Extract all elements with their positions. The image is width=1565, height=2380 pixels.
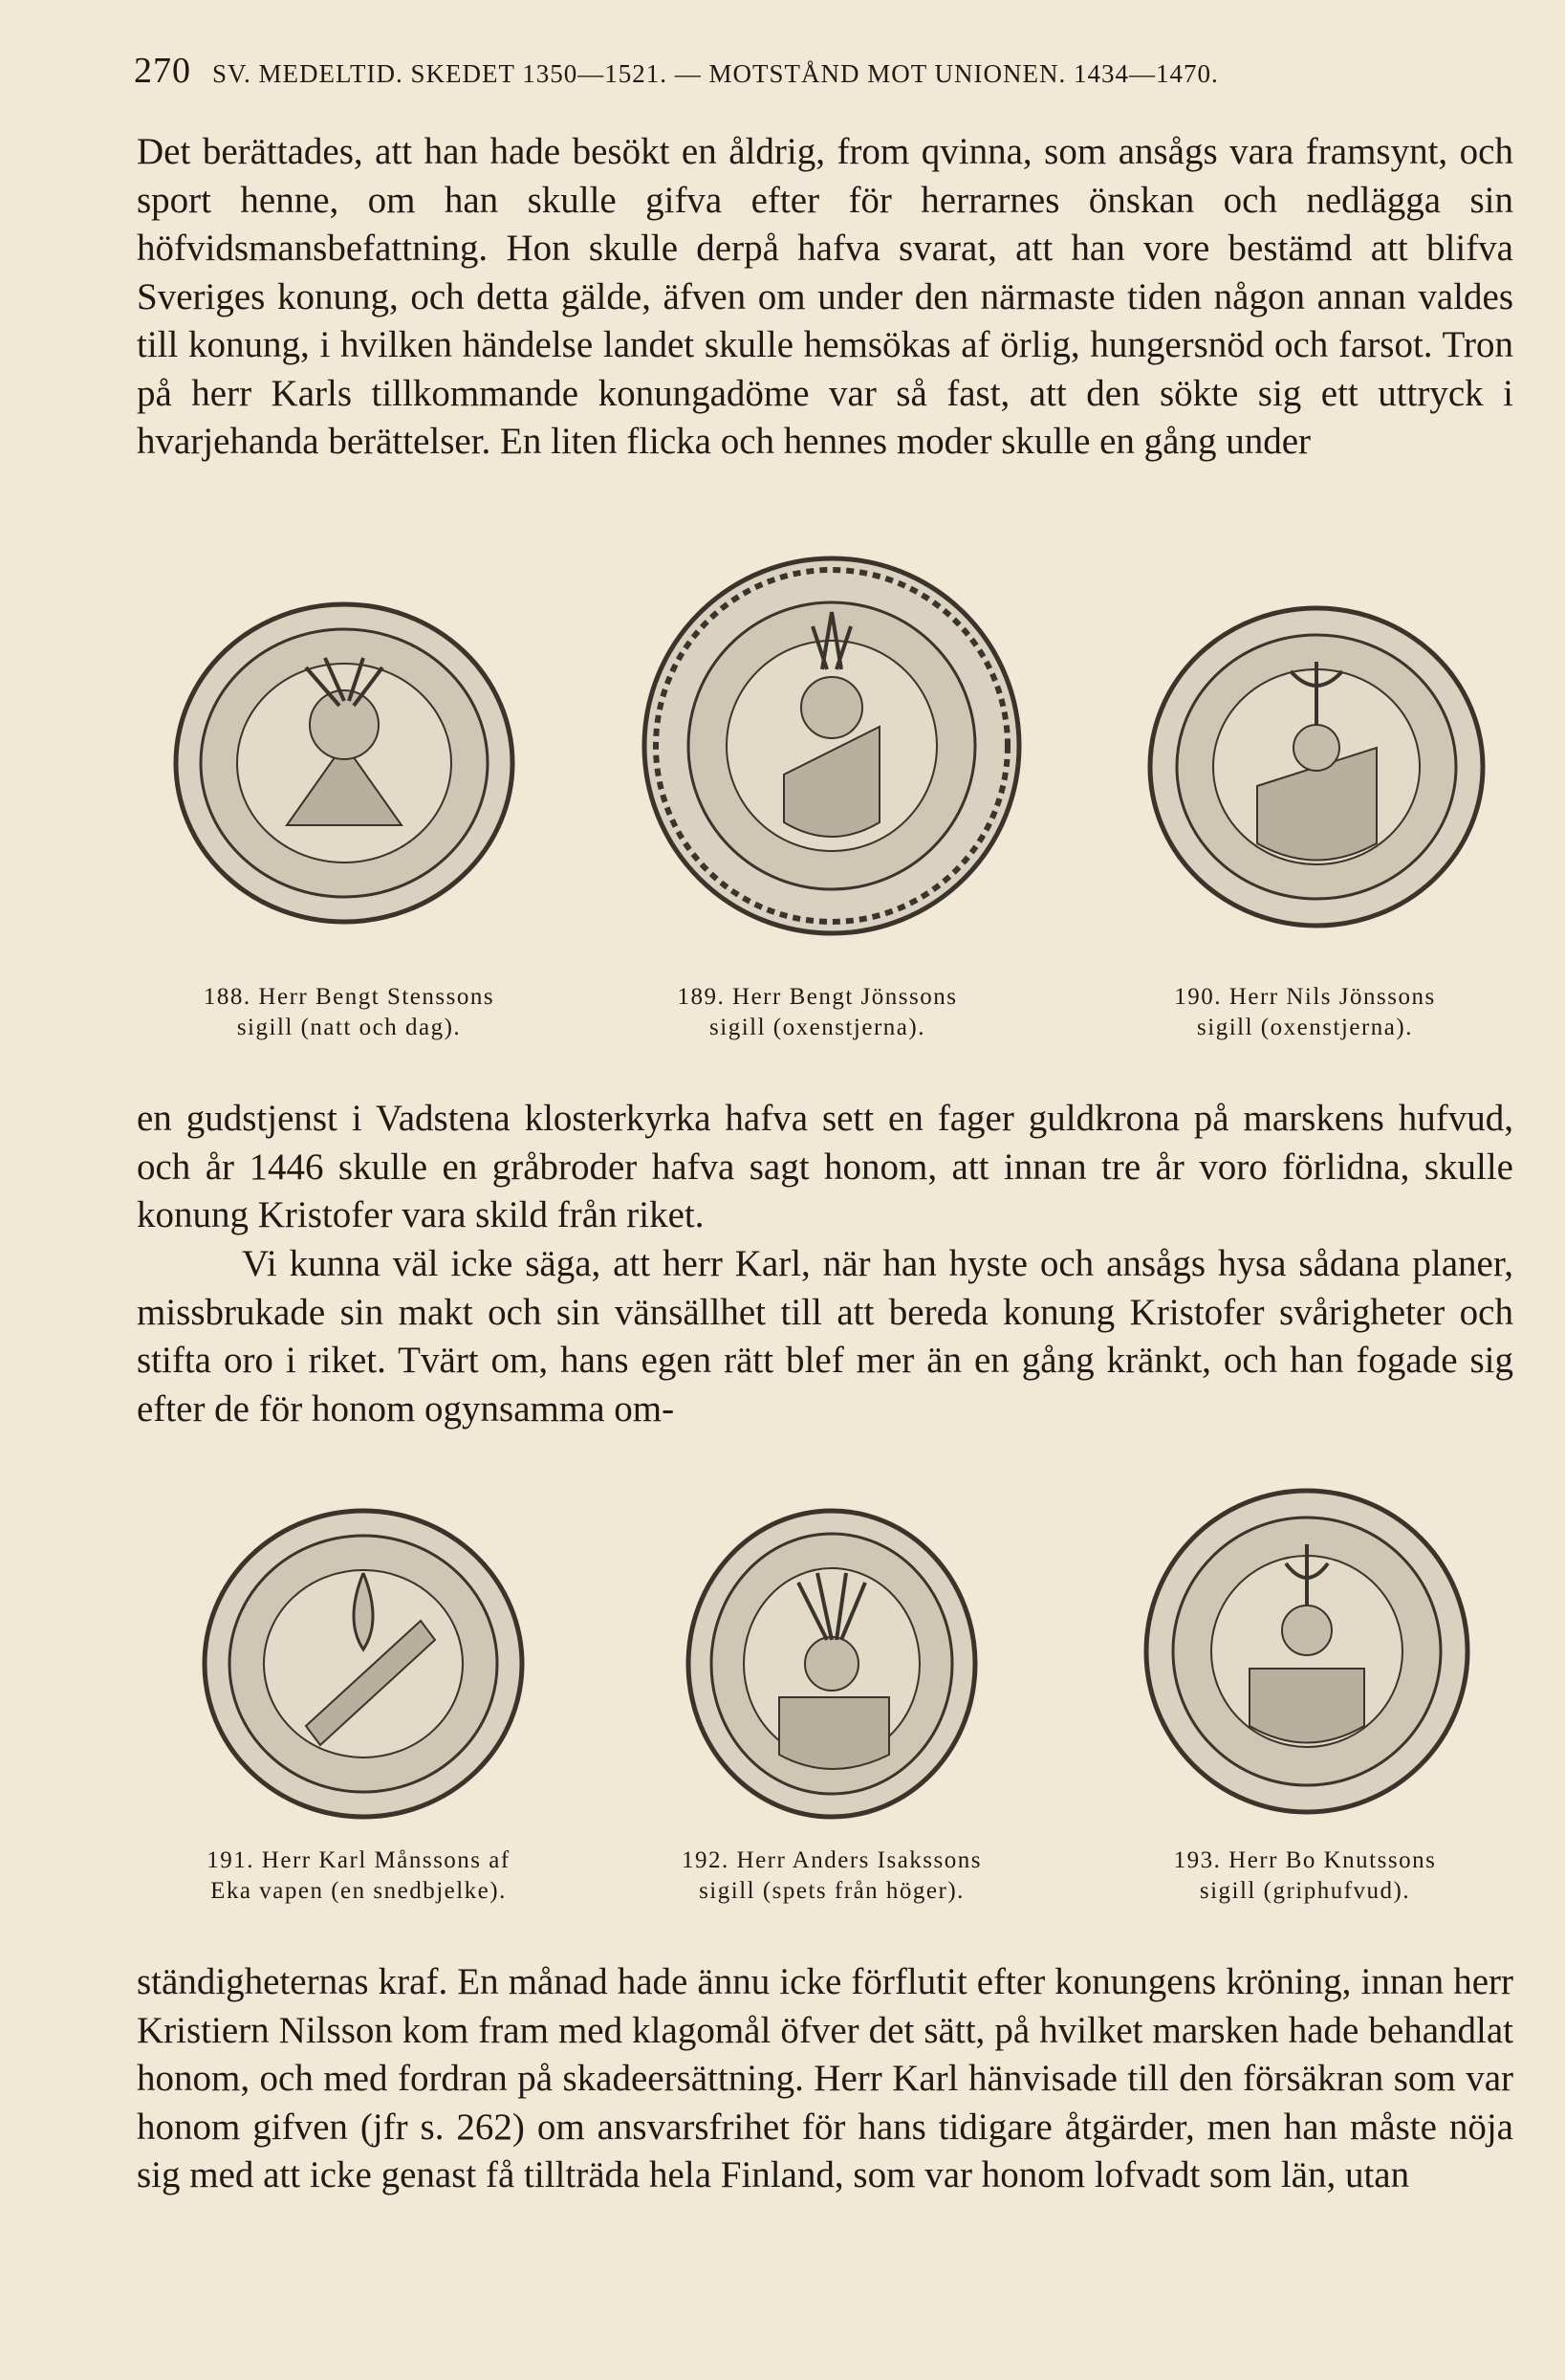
caption-191	[134, 1845, 583, 1907]
figure-row-bottom	[134, 1487, 1530, 1965]
seal-193-image	[1142, 1487, 1472, 1817]
caption-193-line1: Herr Bo Knutssons	[1228, 1847, 1437, 1873]
caption-192	[612, 1845, 1052, 1907]
caption-193-number: 193.	[1173, 1847, 1222, 1873]
seal-191-image	[201, 1506, 526, 1822]
running-head	[134, 50, 1511, 92]
paragraph-3	[137, 1240, 1513, 1433]
paragraph-3-text: Vi kunna väl icke säga, att herr Karl, när han hyste och ansågs hysa sådana planer, missbrukade sin makt och sin vänsällhet till att bereda konung Kristofer svårigheter och stifta oro i riket. Tvärt om, hans egen rätt blef mer än en gång kränkt, och han fogade sig efter de för honom ogynsamma om-	[137, 1243, 1513, 1430]
caption-192-line1: Herr Anders Isakssons	[736, 1847, 982, 1873]
caption-193	[1090, 1845, 1520, 1907]
seal-189-image	[641, 555, 1023, 937]
caption-190-line2: sigill (oxenstjerna).	[1197, 1015, 1413, 1040]
seal-188-image	[172, 600, 516, 926]
caption-188-number: 188.	[203, 984, 251, 1010]
figure-row-top	[134, 555, 1530, 1052]
caption-188-line1: Herr Bengt Stenssons	[258, 984, 495, 1010]
paragraph-2: en gudstjenst i Vadstena klosterkyrka hafva sett en fager guldkrona på marskens hufvud, och år 1446 skulle en gråbroder hafva sagt honom, att innan tre år voro förlidna, skulle konung Kristofer vara skild från riket.	[137, 1098, 1513, 1235]
caption-188	[134, 982, 564, 1043]
running-title: SV. MEDELTID. SKEDET 1350—1521. — MOTSTÅND MOT UNIONEN. 1434—1470.	[212, 59, 1219, 88]
caption-192-line2: sigill (spets från höger).	[699, 1878, 965, 1904]
caption-189-line1: Herr Bengt Jönssons	[732, 984, 958, 1010]
caption-190-number: 190.	[1174, 984, 1223, 1010]
caption-188-line2: sigill (natt och dag).	[236, 1015, 462, 1040]
paragraph-1: Det berättades, att han hade besökt en åldrig, from qvinna, som ansågs vara framsynt, och sport henne, om han skulle gifva efter för herrarnes önskan och nedlägga sin höfvidsmansbefattning. Hon skulle derpå hafva svarat, att han vore bestämd att blifva Sveriges konung, och detta gälde, äfven om under den närmaste tiden någon annan valdes till konung, i hvilken händelse landet skulle hemsökas af örlig, hungersnöd och farsot. Tron på herr Karls tillkommande konungadöme var så fast, att den sökte sig ett uttryck i hvarjehanda berättelser. En liten flicka och hennes moder skulle en gång under	[137, 131, 1513, 462]
caption-191-line1: Herr Karl Månssons af	[261, 1847, 511, 1873]
caption-189-number: 189.	[677, 984, 726, 1010]
page-number: 270	[134, 51, 191, 91]
caption-192-number: 192.	[682, 1847, 729, 1873]
seal-190-image	[1147, 604, 1487, 929]
paragraph-4: ständigheternas kraf. En månad hade ännu icke förflutit efter konungens kröning, innan herr Kristiern Nilsson kom fram med klagomål öfver det sätt, på hvilket marsken hade behandlat honom, och med fordran på skadeersättning. Herr Karl hänvisade till den försäkran som var honom gifven (jfr s. 262) om ansvarsfrihet för hans tidigare åtgärder, men han måste nöja sig med att icke genast få tillträda hela Finland, som var honom lofvadt som län, utan	[137, 1961, 1513, 2195]
caption-189-line2: sigill (oxenstjerna).	[709, 1015, 925, 1040]
caption-191-line2: Eka vapen (en snedbjelke).	[210, 1878, 507, 1904]
seal-192-image	[684, 1506, 980, 1822]
caption-190-line1: Herr Nils Jönssons	[1228, 984, 1436, 1010]
caption-190	[1090, 982, 1520, 1043]
caption-191-number: 191.	[206, 1847, 255, 1873]
caption-189	[602, 982, 1032, 1043]
caption-193-line2: sigill (griphufvud).	[1199, 1878, 1411, 1904]
